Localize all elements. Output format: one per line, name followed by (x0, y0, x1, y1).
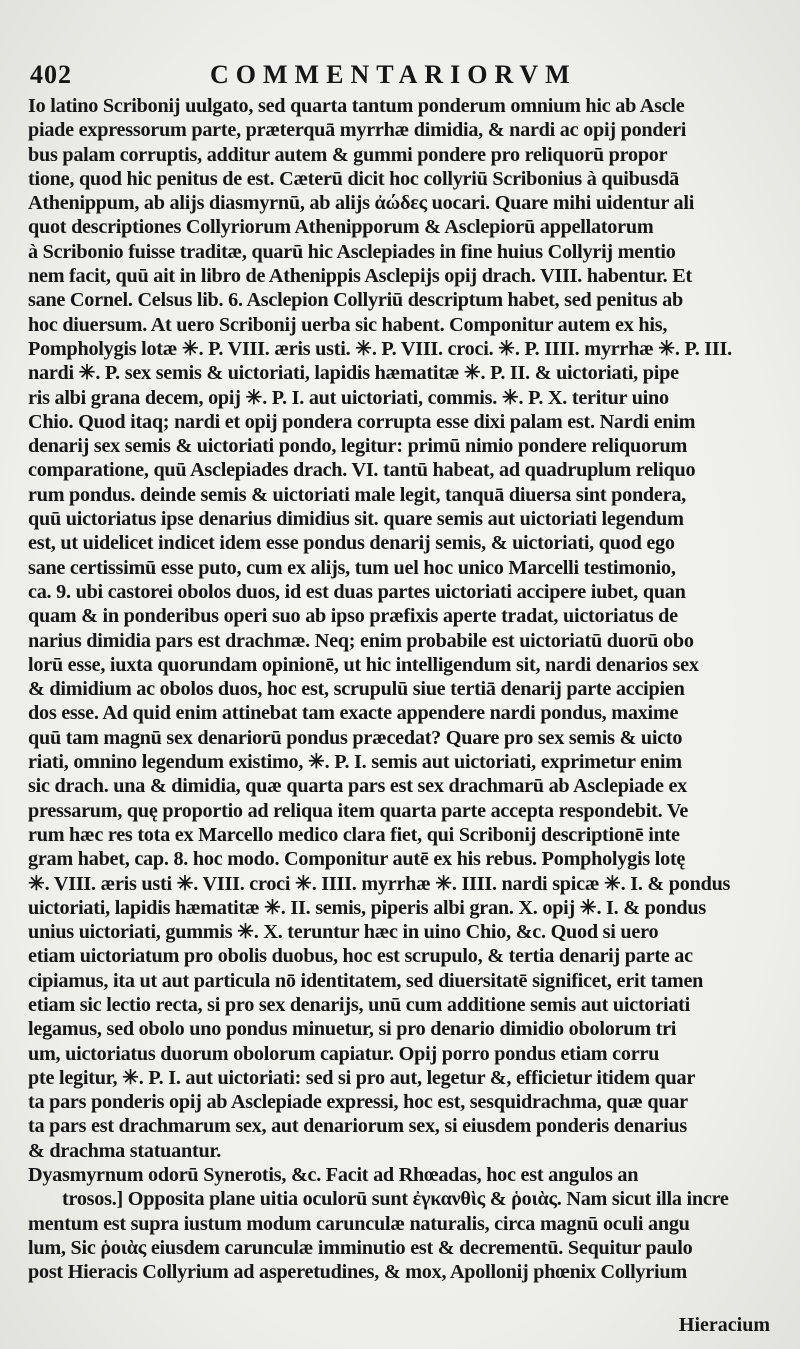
text-line: & drachma statuantur. (28, 1139, 222, 1162)
text-line: & dimidium ac obolos duos, hoc est, scrupulū siue tertiā denarij parte accipien (28, 678, 685, 701)
text-line: quam & in ponderibus operi suo ab ipso præfixis aperte tradat, uictoriatus de (28, 605, 678, 628)
text-line: ca. 9. ubi castorei obolos duos, id est duas partes uictoriati accipere iubet, quan (28, 580, 686, 603)
text-line: est, ut uidelicet indicet idem esse pondus denarij semis, & uictoriati, quod ego (28, 532, 675, 555)
body-text (28, 94, 770, 1285)
text-line: Athenippum, ab alijs diasmyrnū, ab alijs ἀώδες uocari. Quare mihi uidentur ali (28, 192, 695, 215)
text-line: rum pondus. deinde semis & uictoriati male legit, tanquā diuersa sint pondera, (28, 483, 686, 506)
text-line: Dyasmyrnum odorū Synerotis, &c. Facit ad Rhœadas, hoc est angulos an (28, 1164, 639, 1187)
text-line: rum hæc res tota ex Marcello medico clara fiet, qui Scribonij descriptionē inte (28, 823, 680, 846)
text-line: ✳. VIII. æris usti ✳. VIII. croci ✳. IIII. myrrhæ ✳. IIII. nardi spicæ ✳. I. & pondus (28, 872, 731, 895)
text-line: Pompholygis lotæ ✳. P. VIII. æris usti. ✳. P. VIII. croci. ✳. P. IIII. myrrhæ ✳. P. III. (28, 337, 732, 360)
text-line: quot descriptiones Collyriorum Athenipporum & Asclepiorū appellatorum (28, 216, 654, 239)
text-line: post Hieracis Collyrium ad asperetudines, & mox, Apollonij phœnix Collyrium (28, 1261, 687, 1284)
text-line: sic drach. una & dimidia, quæ quarta pars est sex drachmarū ab Asclepiade ex (28, 775, 688, 798)
text-line: ta pars est drachmarum sex, aut denariorum sex, si eiusdem ponderis denarius (28, 1115, 687, 1138)
text-line: lorū esse, iuxta quorundam opinionē, ut hic intelligendum sit, nardi denarios sex (28, 653, 699, 676)
text-line: tione, quod hic penitus de est. Cæterū dicit hoc collyriū Scribonius à quibusdā (28, 167, 680, 190)
text-line: etiam uictoriatum pro obolis duobus, hoc est scrupulo, & tertia denarij parte ac (28, 945, 693, 968)
text-line: pressarum, quę proportio ad reliqua item quarta parte accepta respondebit. Ve (28, 799, 689, 822)
text-line: bus palam corruptis, additur autem & gummi pondere pro reliquorū propor (28, 143, 668, 166)
text-line: gram habet, cap. 8. hoc modo. Componitur autē ex his rebus. Pompholygis lotę (28, 848, 686, 871)
text-line: quū uictoriatus ipse denarius dimidius sit. quare semis aut uictoriati legendum (28, 508, 684, 531)
text-line: nardi ✳. P. sex semis & uictoriati, lapidis hæmatitæ ✳. P. II. & uictoriati, pipe (28, 362, 679, 385)
text-line: cipiamus, ita ut aut particula nō identitatem, sed diuersitatē significet, erit tamen (28, 969, 704, 992)
text-line: Chio. Quod itaq; nardi et opij pondera corrupta esse dixi palam est. Nardi enim (28, 410, 696, 433)
text-line: trosos.] Opposita plane uitia oculorū sunt ἐγκανθὶς & ῥοιὰς. Nam sicut illa incre (62, 1188, 729, 1211)
text-line: sane certissimū esse puto, cum ex alijs, tum uel hoc unico Marcelli testimonio, (28, 556, 676, 579)
text-line: hoc diuersum. At uero Scribonij uerba sic habent. Componitur autem ex his, (28, 313, 668, 336)
page-header (30, 58, 770, 88)
running-head: COMMENTARIORVM (210, 60, 577, 89)
text-line: riati, omnino legendum existimo, ✳. P. I. semis aut uictoriati, exprimetur enim (28, 751, 682, 774)
text-line: sane Cornel. Celsus lib. 6. Asclepion Collyriū descriptum habet, sed penitus ab (28, 289, 683, 312)
text-line: dos esse. Ad quid enim attinebat tam exacte appendere nardi pondus, maxime (28, 702, 679, 725)
text-line: pte legitur, ✳. P. I. aut uictoriati: sed si pro aut, legetur &, efficietur itidem quar (28, 1066, 696, 1089)
catchword: Hieracium (678, 1314, 770, 1336)
text-line: ris albi grana decem, opij ✳. P. I. aut uictoriati, commis. ✳. P. X. teritur uino (28, 386, 669, 409)
text-line: unius uictoriati, gummis ✳. X. teruntur hæc in uino Chio, &c. Quod si uero (28, 921, 659, 944)
text-line: uictoriati, lapidis hæmatitæ ✳. II. semis, piperis albi gran. X. opij ✳. I. & pondus (28, 896, 706, 919)
text-line: nem facit, quū ait in libro de Athenippis Asclepijs opij drach. VIII. habentur. Et (28, 265, 692, 288)
text-line: à Scribonio fuisse traditæ, quarū hic Asclepiades in fine huius Collyrij mentio (28, 240, 676, 263)
text-line: legamus, sed obolo uno pondus minuetur, si pro denario dimidio obolorum tri (28, 1018, 677, 1041)
text-line: um, uictoriatus duorum obolorum capiatur. Opij porro pondus etiam corru (28, 1042, 660, 1065)
text-line: mentum est supra iustum modum carunculæ naturalis, circa magnū oculi angu (28, 1212, 690, 1235)
text-line: lum, Sic ῥοιὰς eiusdem carunculæ imminutio est & decrementū. Sequitur paulo (28, 1236, 693, 1259)
text-line: etiam sic lectio recta, si pro sex denarijs, unū cum additione semis aut uictoriati (28, 993, 691, 1016)
text-line: piade expressorum parte, præterquā myrrhæ dimidia, & nardi ac opij ponderi (28, 119, 687, 142)
text-line: narius dimidia pars est drachmæ. Neq; enim probabile est uictoriatū duorū obo (28, 629, 694, 652)
folio-number: 402 (30, 60, 72, 89)
text-line: denarij sex semis & uictoriati pondo, legitur: primū nimio pondere reliquorum (28, 435, 688, 458)
text-line: Io latino Scribonij uulgato, sed quarta tantum ponderum omnium hic ab Ascle (28, 95, 685, 117)
text-line: ta pars ponderis opij ab Asclepiade expressi, hoc est, sesquidrachma, quæ quar (28, 1091, 688, 1114)
text-line: quū tam magnū sex denariorū pondus præcedat? Quare pro sex semis & uicto (28, 726, 683, 749)
text-line: comparatione, quū Asclepiades drach. VI. tantū habeat, ad quadruplum reliquo (28, 459, 696, 482)
